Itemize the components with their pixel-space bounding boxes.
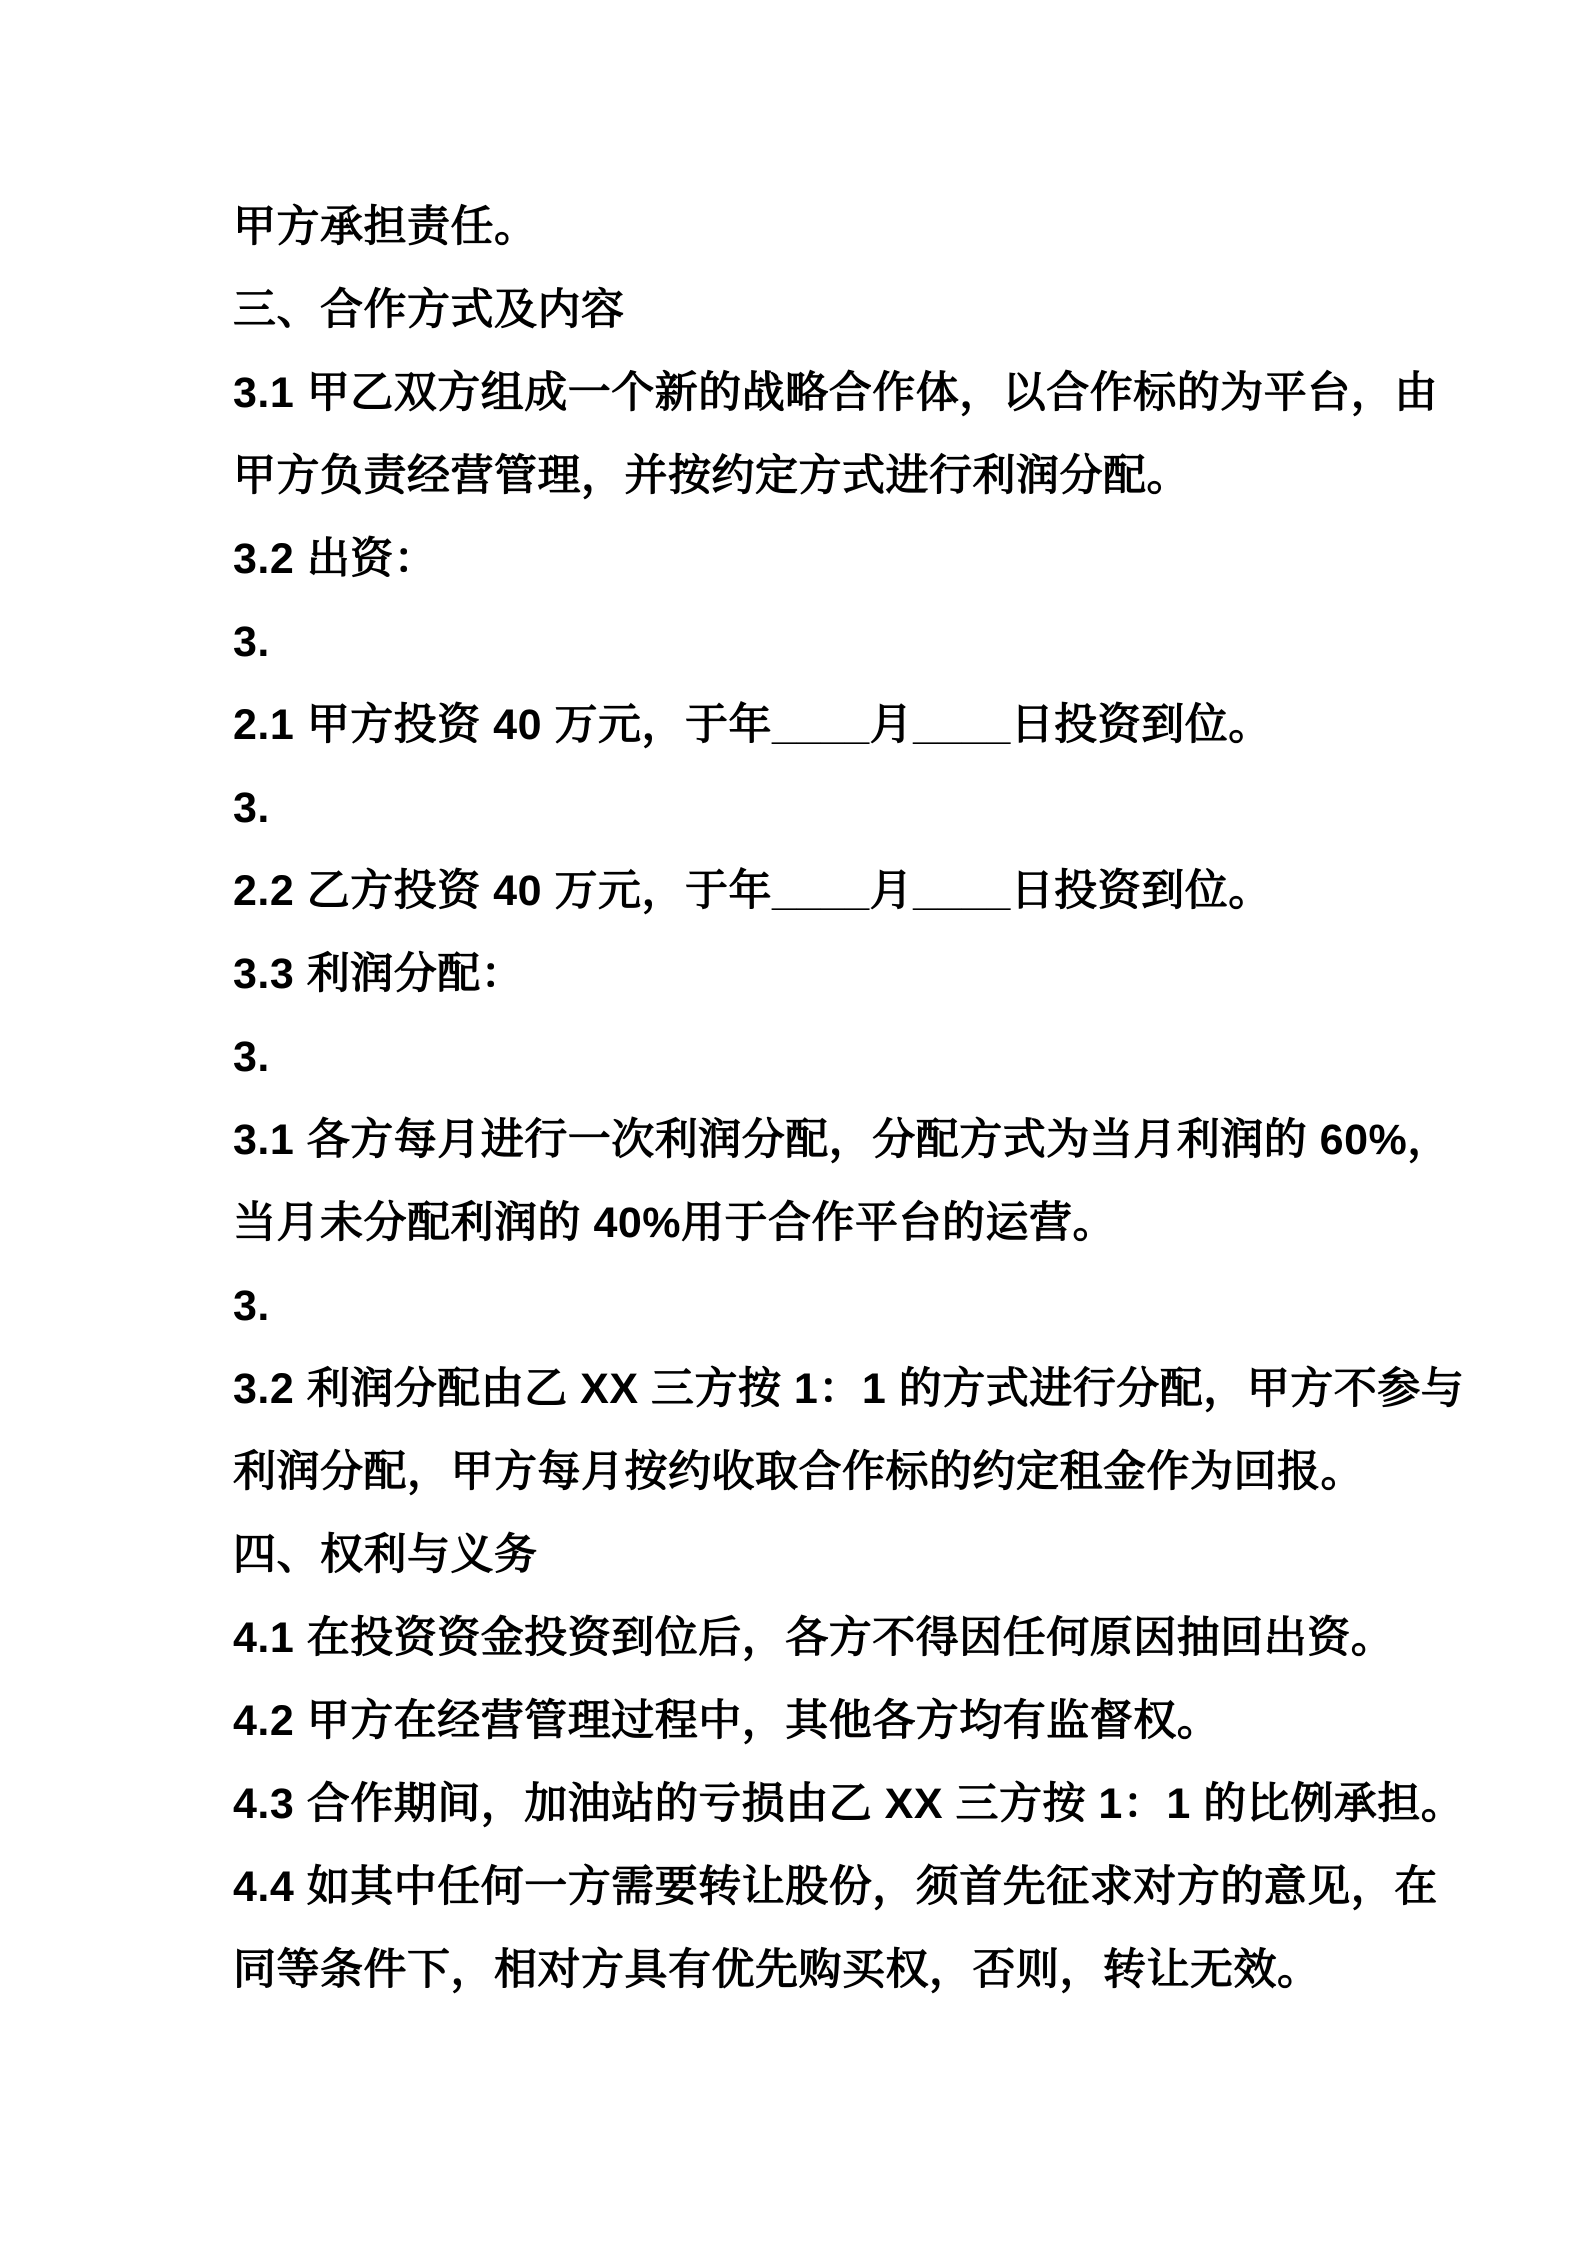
text-line: 3.1 各方每月进行一次利润分配，分配方式为当月利润的 60%， (233, 1116, 1451, 1164)
section-heading: 三、合作方式及内容 (233, 286, 625, 334)
text-line: 利润分配，甲方每月按约收取合作标的约定租金作为回报。 (233, 1448, 1364, 1496)
text-line: 甲方负责经营管理，并按约定方式进行利润分配。 (233, 452, 1190, 500)
text-line: 3.3 利润分配： (233, 950, 525, 998)
text-line: 3. (233, 1282, 270, 1330)
text-line: 3.1 甲乙双方组成一个新的战略合作体，以合作标的为平台，由 (233, 369, 1438, 417)
text-line: 同等条件下，相对方具有优先购买权，否则，转让无效。 (233, 1946, 1321, 1994)
text-line: 2.2 乙方投资 40 万元，于年____月____日投资到位。 (233, 867, 1272, 915)
text-line: 3.2 出资： (233, 535, 438, 583)
section-heading: 四、权利与义务 (233, 1531, 538, 1579)
text-line: 甲方承担责任。 (233, 203, 538, 251)
text-line: 4.4 如其中任何一方需要转让股份，须首先征求对方的意见，在 (233, 1863, 1438, 1911)
text-line: 3. (233, 1033, 270, 1081)
text-line: 3. (233, 618, 270, 666)
text-line: 4.2 甲方在经营管理过程中，其他各方均有监督权。 (233, 1697, 1221, 1745)
text-line: 4.1 在投资资金投资到位后，各方不得因任何原因抽回出资。 (233, 1614, 1395, 1662)
text-line: 4.3 合作期间，加油站的亏损由乙 XX 三方按 1：1 的比例承担。 (233, 1780, 1465, 1828)
text-line: 2.1 甲方投资 40 万元，于年____月____日投资到位。 (233, 701, 1272, 749)
text-line: 3. (233, 784, 270, 832)
text-line: 3.2 利润分配由乙 XX 三方按 1：1 的方式进行分配，甲方不参与 (233, 1365, 1465, 1413)
text-line: 当月未分配利润的 40%用于合作平台的运营。 (233, 1199, 1117, 1247)
